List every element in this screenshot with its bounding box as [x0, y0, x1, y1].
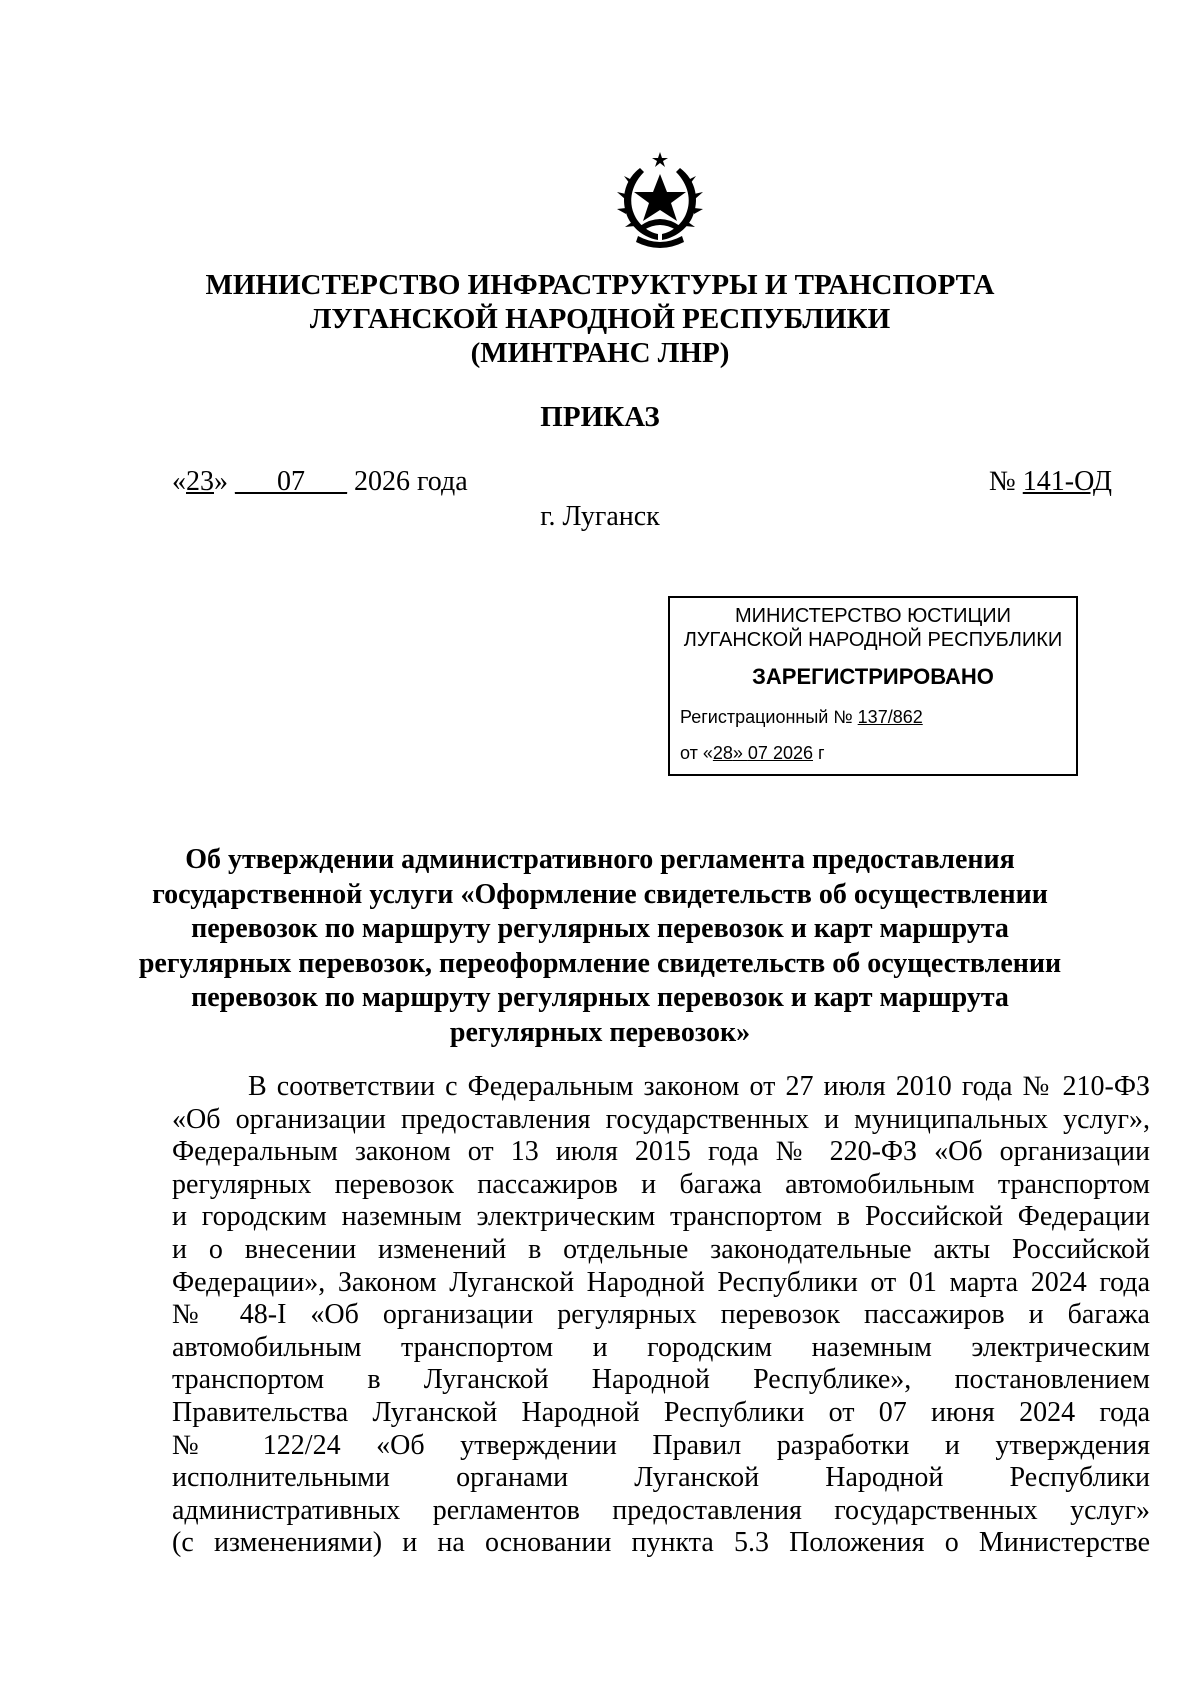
- body-line: «Об организации предоставления государственных и муниципальных услуг»,: [172, 1103, 1150, 1135]
- stamp-date-mid: »: [732, 743, 748, 763]
- registration-stamp: [668, 596, 1078, 776]
- date-open-quote: «: [172, 466, 186, 497]
- subject-line: Об утверждении административного регламента предоставления: [185, 844, 1015, 875]
- subject-line: регулярных перевозок»: [449, 1016, 751, 1048]
- body-line: и городским наземным электрическим транспортом в Российской Федерации: [172, 1201, 1150, 1233]
- body-line: В соответствии с Федеральным законом от 27 июля 2010 года № 210-ФЗ: [248, 1071, 1150, 1102]
- body-line: (с изменениями) и на основании пункта 5.3 Положения о Министерстве: [172, 1527, 1150, 1559]
- stamp-reg-value: 137/862: [857, 707, 923, 727]
- document-type: ПРИКАЗ: [540, 401, 660, 433]
- subject-line: государственной услуги «Оформление свидетельств об осуществлении: [152, 878, 1048, 910]
- date-year: 2026 года: [347, 466, 468, 497]
- stamp-date-day: 28: [712, 743, 733, 763]
- stamp-reg-label: Регистрационный №: [680, 707, 858, 727]
- body-line: автомобильным транспортом и городским наземным электрическим: [172, 1331, 1150, 1363]
- body-line: регулярных перевозок пассажиров и багажа автомобильным транспортом: [172, 1168, 1150, 1200]
- stamp-date-prefix: от «: [680, 743, 713, 763]
- order-subject: [0, 843, 1200, 1051]
- date-day: 23: [186, 466, 214, 497]
- stamp-reg-number: [680, 706, 923, 728]
- stamp-line-1: МИНИСТЕРСТВО ЮСТИЦИИ: [735, 605, 1011, 627]
- body-line: № 48-I «Об организации регулярных перевозок пассажиров и багажа: [172, 1299, 1150, 1331]
- subject-line: перевозок по маршруту регулярных перевозок и карт маршрута: [191, 982, 1009, 1014]
- subject-line: регулярных перевозок, переоформление свидетельств об осуществлении: [138, 947, 1062, 979]
- order-number-prefix: №: [989, 466, 1023, 497]
- stamp-date: [680, 742, 825, 764]
- body-line: и о внесении изменений в отдельные законодательные акты Российской: [172, 1233, 1150, 1265]
- order-number: [989, 465, 1112, 499]
- stamp-line-2: ЛУГАНСКОЙ НАРОДНОЙ РЕСПУБЛИКИ: [683, 629, 1063, 651]
- ministry-line: МИНИСТЕРСТВО ИНФРАСТРУКТУРЫ И ТРАНСПОРТА: [205, 269, 995, 301]
- body-line: исполнительными органами Луганской Народной Республики: [172, 1462, 1150, 1494]
- ministry-header: [0, 268, 1200, 370]
- order-body: [172, 1071, 1150, 1560]
- stamp-date-suffix: г: [813, 743, 825, 763]
- order-date: [172, 465, 468, 499]
- body-line: административных регламентов предоставления государственных услуг»: [172, 1494, 1150, 1526]
- stamp-registered: ЗАРЕГИСТРИРОВАНО: [752, 664, 994, 689]
- stamp-date-rest: 07 2026: [747, 743, 813, 763]
- order-number-value: 141-ОД: [1022, 466, 1112, 497]
- body-line: Федеральным законом от 13 июля 2015 года № 220-ФЗ «Об организации: [172, 1136, 1150, 1168]
- subject-line: перевозок по маршруту регулярных перевозок и карт маршрута: [191, 913, 1009, 945]
- body-line: транспортом в Луганской Народной Республике», постановлением: [172, 1364, 1150, 1396]
- body-line: Федерации», Законом Луганской Народной Республики от 01 марта 2024 года: [172, 1266, 1150, 1298]
- date-close-quote: »: [214, 466, 228, 497]
- order-city: г. Луганск: [540, 501, 660, 532]
- lpr-coat-of-arms-icon: [610, 150, 710, 250]
- date-month-pad-left: ___: [235, 466, 277, 497]
- date-month-pad-right: ___: [305, 466, 347, 497]
- ministry-line: (МИНТРАНС ЛНР): [470, 337, 730, 369]
- ministry-line: ЛУГАНСКОЙ НАРОДНОЙ РЕСПУБЛИКИ: [309, 303, 891, 335]
- date-month: 07: [277, 466, 305, 497]
- body-line: Правительства Луганской Народной Республики от 07 июня 2024 года: [172, 1396, 1150, 1428]
- body-line: № 122/24 «Об утверждении Правил разработки и утверждения: [172, 1429, 1150, 1461]
